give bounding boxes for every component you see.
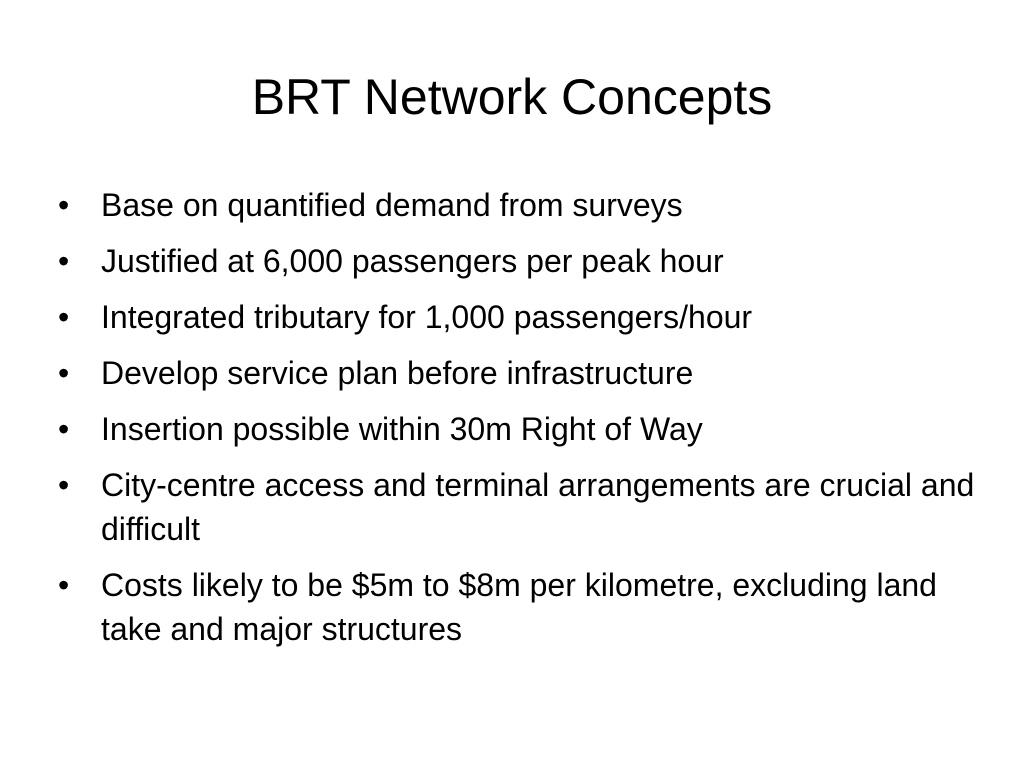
- bullet-icon: •: [58, 567, 70, 603]
- bullet-icon: •: [58, 355, 70, 391]
- slide-title: BRT Network Concepts: [251, 69, 773, 125]
- bullet-item: [58, 183, 978, 227]
- bullet-text: City-centre access and terminal arrangements are crucial and difficult: [101, 467, 975, 547]
- bullet-text: Justified at 6,000 passengers per peak hour: [101, 243, 724, 279]
- bullet-icon: •: [58, 243, 70, 279]
- bullet-icon: •: [58, 467, 70, 503]
- bullet-item: [58, 295, 978, 339]
- bullet-text: Integrated tributary for 1,000 passengers/hour: [101, 299, 753, 335]
- bullet-item: [58, 563, 978, 651]
- bullet-text: Costs likely to be $5m to $8m per kilometre, excluding land take and major structures: [101, 567, 937, 647]
- bullet-item: [58, 407, 978, 451]
- bullet-item: [58, 351, 978, 395]
- bullet-icon: •: [58, 299, 70, 335]
- bullet-text: Base on quantified demand from surveys: [101, 187, 683, 223]
- bullet-item: [58, 239, 978, 283]
- bullet-icon: •: [58, 187, 70, 223]
- bullet-list: [58, 183, 978, 663]
- bullet-text: Insertion possible within 30m Right of Way: [101, 411, 703, 447]
- bullet-icon: •: [58, 411, 70, 447]
- bullet-item: [58, 463, 978, 551]
- bullet-text: Develop service plan before infrastructure: [101, 355, 694, 391]
